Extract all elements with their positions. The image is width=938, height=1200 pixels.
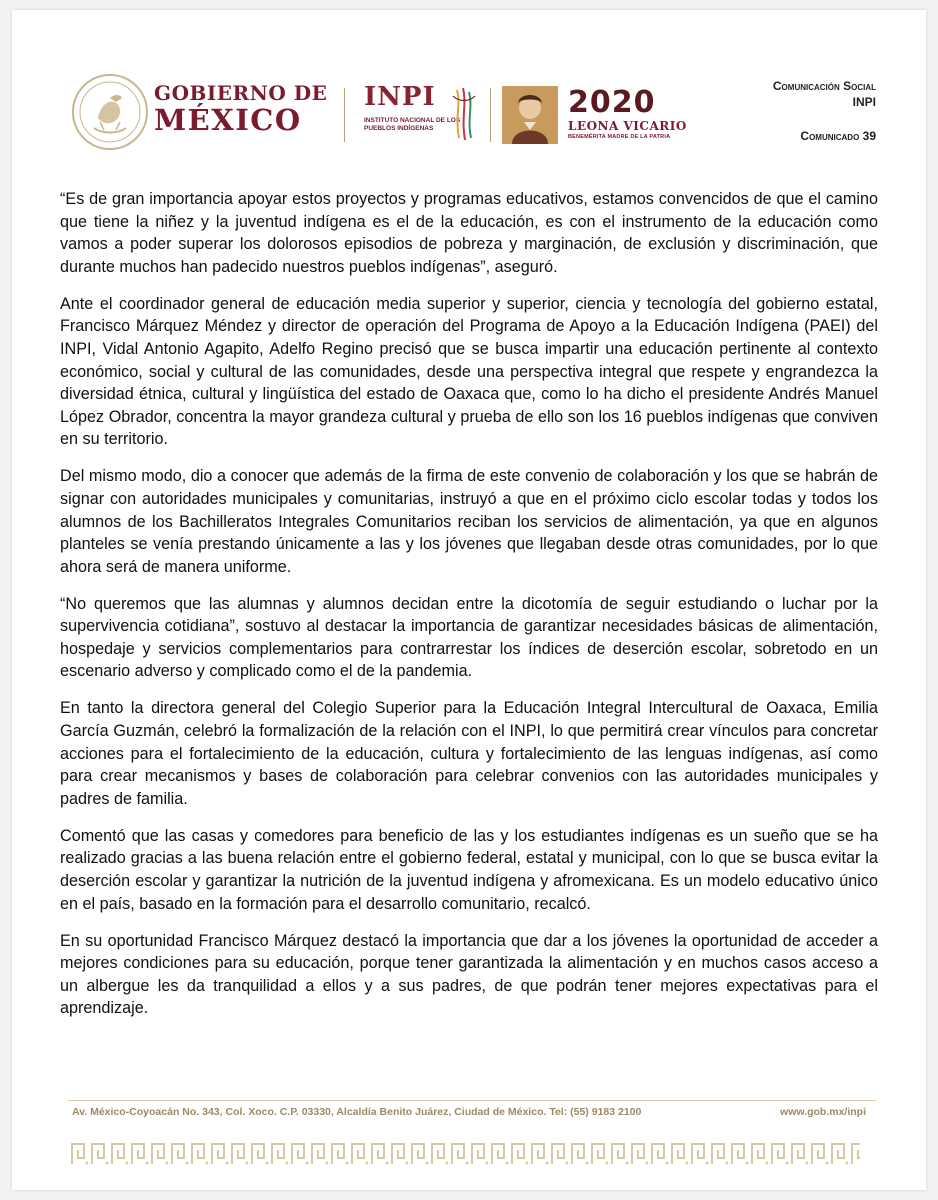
- inpi-title: INPI: [364, 82, 436, 112]
- leona-vicario-subcaption: BENEMÉRITA MADRE DE LA PATRIA: [568, 134, 671, 140]
- footer-address: Av. México-Coyoacán No. 343, Col. Xoco. C.P. 03330, Alcaldía Benito Juárez, Ciudad de México. Tel: (55) 9183 2100: [72, 1106, 642, 1118]
- mexico-seal-icon: [70, 72, 150, 152]
- leona-vicario-portrait-icon: [502, 86, 558, 144]
- paragraph: Del mismo modo, dio a conocer que además de la firma de este convenio de colaboración y los que se habrán de signar con autoridades municipales y comunitarias, instruyó a que en el próximo ciclo escolar todas y todos los alumnos de los Bachilleratos Integrales Comunitarios reciban los servicios de alimentación, ya que en algunos planteles se venía prestando únicamente a las y los jóvenes que llegaban desde otras comunidades, por lo que ahora será de manera uniforme.: [60, 467, 878, 576]
- gobierno-line-1: GOBIERNO DE: [154, 81, 328, 105]
- institution-label: INPI: [852, 95, 876, 109]
- paragraph: En tanto la directora general del Colegio Superior para la Educación Integral Intercultural de Oaxaca, Emilia García Guzmán, celebró la formalización de la relación con el INPI, lo que permitirá crear vínculos para concretar acciones para el fortalecimiento de la educación, cultura y fortalecimiento de las lenguas indígenas, así como para crear mecanismos y bases de colaboración para celebrar convenios con las autoridades municipales y padres de familia.: [60, 699, 878, 808]
- inpi-ribbon-icon: [449, 86, 479, 142]
- logo-divider: [344, 88, 345, 142]
- paragraph: Ante el coordinador general de educación media superior y superior, ciencia y tecnología del gobierno estatal, Francisco Márquez Méndez y director de operación del Programa de Apoyo a la Educación Indígena (PAEI) del INPI, Vidal Antonio Agapito, Adelfo Regino precisó que se busca impartir una educación pertinente al contexto económico, social y cultural de las comunidades, desde una perspectiva integral que respete y engrandezca la diversidad étnica, cultural y lingüística del estado de Oaxaca que, como lo ha dicho el presidente Andrés Manuel López Obrador, concentra la mayor grandeza cultural y prueba de ello son los 16 pueblos indígenas que conviven en su territorio.: [60, 294, 878, 449]
- bulletin-number: Comunicado 39: [800, 129, 876, 143]
- year-2020: 2020: [568, 85, 656, 120]
- gobierno-line-2: MÉXICO: [154, 103, 302, 137]
- logo-divider: [490, 88, 491, 142]
- department-label: Comunicación Social: [772, 79, 876, 93]
- leona-vicario-caption: LEONA VICARIO: [568, 119, 687, 133]
- footer-website: www.gob.mx/inpi: [780, 1106, 866, 1118]
- gobierno-de-mexico-logo: [154, 83, 327, 135]
- document-page: [12, 10, 926, 1190]
- paragraph: Comentó que las casas y comedores para beneficio de las y los estudiantes indígenas es un sueño que se ha realizado gracias a las buena relación entre el gobierno federal, estatal y municipal, con lo que se busca evitar la deserción escolar y garantizar la nutrición de la juventud indígena y afromexicana. Es un modelo educativo único en el país, basado en la formación para el desarrollo comunitario, recalcó.: [60, 826, 878, 913]
- bulletin-info: [773, 78, 876, 144]
- paragraph: “Es de gran importancia apoyar estos proyectos y programas educativos, estamos convencidos de que el camino que tiene la niñez y la juventud indígena es el de la educación, es con el instrumento de la educación como vamos a poder superar los dolorosos episodios de pobreza y marginación, de exclusión y discriminación, que durante muchos han padecido nuestros pueblos indígenas”, aseguró.: [60, 190, 878, 276]
- letterhead: [12, 10, 926, 160]
- footer-divider: [68, 1100, 876, 1101]
- press-release-body: [60, 188, 878, 1034]
- paragraph: “No queremos que las alumnas y alumnos decidan entre la dicotomía de seguir estudiando o luchar por la supervivencia cotidiana”, sostuvo al destacar la importancia de garantizar necesidades básicas de alimentación, hospedaje y servicios complementarios para contrarrestar los índices de deserción escolar, sobretodo en un escenario adverso y complicado como el de la pandemia.: [60, 594, 878, 681]
- inpi-subtitle: INSTITUTO NACIONAL DE LOS PUEBLOS INDÍGENAS: [364, 117, 461, 132]
- decorative-border-pattern: [70, 1138, 860, 1168]
- paragraph: En su oportunidad Francisco Márquez destacó la importancia que dar a los jóvenes la oportunidad de acceder a mejores condiciones para su educación, porque tener garantizada la alimentación y en muchos casos acceso a un albergue les da tranquilidad a ellos y a sus padres, de que podrán tener mejores expectativas para el aprendizaje.: [60, 931, 878, 1018]
